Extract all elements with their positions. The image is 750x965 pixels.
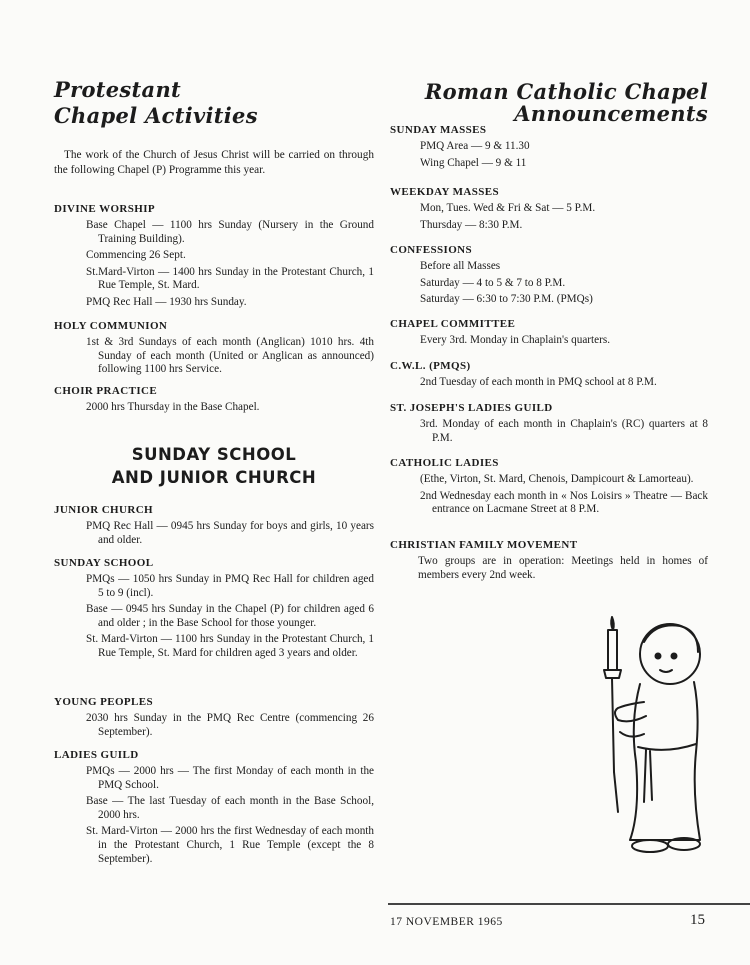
list-item: 3rd. Monday of each month in Chaplain's (RC) quarters at 8 P.M.: [420, 418, 708, 444]
young-peoples-section: [54, 696, 374, 742]
list-item: PMQs — 1050 hrs Sunday in PMQ Rec Hall for children aged 5 to 9 (incl).: [86, 573, 374, 599]
section-heading: SUNDAY SCHOOL: [54, 557, 154, 569]
list-item: Commencing 26 Sept.: [86, 249, 186, 262]
list-item: 2nd Tuesday of each month in PMQ school at 8 P.M.: [420, 376, 657, 388]
section-heading: HOLY COMMUNION: [54, 320, 168, 332]
junior-church-section: [54, 504, 374, 550]
weekday-masses-section: [390, 186, 708, 235]
list-item: 1st & 3rd Sundays of each month (Anglican) 1010 hrs. 4th Sunday of each month (United or Anglican as announced) following 1100 hrs Service.: [86, 336, 374, 376]
sunday-school-section: [54, 557, 374, 664]
list-item: St.Mard-Virton — 1400 hrs Sunday in the Protestant Church, 1 Rue Temple, St. Mard.: [86, 265, 374, 292]
chapel-committee-section: [390, 318, 708, 351]
section-heading: CATHOLIC LADIES: [390, 457, 499, 469]
list-item: Thursday — 8:30 P.M.: [420, 218, 523, 231]
list-item: 2030 hrs Sunday in the PMQ Rec Centre (commencing 26 September).: [86, 712, 374, 738]
section-heading: CHOIR PRACTICE: [54, 385, 158, 397]
section-heading: DIVINE WORSHIP: [54, 203, 156, 215]
list-item: Base — 0945 hrs Sunday in the Chapel (P) for children aged 6 and older ; in the Base School for those younger.: [86, 603, 374, 629]
section-heading: LADIES GUILD: [54, 749, 139, 761]
list-item: 2nd Wednesday each month in « Nos Loisirs » Theatre — Back entrance on Lacmane Street at 8 P.M.: [420, 489, 708, 516]
list-item: Every 3rd. Monday in Chaplain's quarters.: [420, 334, 610, 346]
footer-date: 17 NOVEMBER 1965: [390, 916, 503, 928]
list-item: PMQ Area — 9 & 11.30: [420, 140, 530, 152]
list-item: PMQ Rec Hall — 0945 hrs Sunday for boys and girls, 10 years and older.: [86, 520, 374, 546]
section-heading: WEEKDAY MASSES: [390, 186, 500, 198]
list-item: St. Mard-Virton — 2000 hrs the first Wednesday of each month in the Protestant Church, 1 Rue Temple (except the 8 September).: [86, 825, 374, 865]
protestant-title-line1: Protestant: [54, 77, 182, 102]
list-item: Base — The last Tuesday of each month in the Base School, 2000 hrs.: [86, 795, 374, 821]
section-heading: CHAPEL COMMITTEE: [390, 318, 516, 330]
catholic-title-line2: Announcements: [514, 101, 708, 126]
list-item: PMQ Rec Hall — 1930 hrs Sunday.: [86, 295, 247, 308]
holy-communion-section: [54, 320, 374, 380]
list-item: Base Chapel — 1100 hrs Sunday (Nursery in the Ground Training Building).: [86, 219, 374, 245]
list-item: PMQs — 2000 hrs — The first Monday of each month in the PMQ School.: [86, 765, 374, 791]
list-item: Two groups are in operation: Meetings held in homes of members every 2nd week.: [418, 555, 708, 581]
footer-divider: [388, 903, 750, 905]
st-josephs-section: [390, 402, 708, 448]
protestant-intro: The work of the Church of Jesus Christ will be carried on through the following Chapel (P) Programme this year.: [54, 149, 374, 176]
sunday-school-title-line1: SUNDAY SCHOOL: [131, 445, 297, 464]
catholic-ladies-section: [390, 457, 708, 520]
ladies-guild-section: [54, 749, 374, 869]
confessions-section: [390, 244, 708, 310]
section-heading: ST. JOSEPH'S LADIES GUILD: [390, 402, 553, 414]
divine-worship-section: [54, 203, 374, 313]
section-heading: C.W.L. (PMQS): [390, 360, 471, 372]
section-heading: YOUNG PEOPLES: [54, 696, 154, 708]
list-item: Wing Chapel — 9 & 11: [420, 156, 527, 169]
section-heading: SUNDAY MASSES: [390, 124, 487, 136]
choir-practice-section: [54, 385, 374, 418]
protestant-title-line2: Chapel Activities: [54, 103, 258, 128]
sunday-masses-section: [390, 124, 708, 173]
monk-illustration: [600, 612, 710, 862]
sunday-school-title-line2: AND JUNIOR CHURCH: [111, 468, 317, 487]
catholic-title-line1: Roman Catholic Chapel: [424, 79, 708, 104]
cwl-section: [390, 360, 708, 393]
page-number: 15: [690, 912, 705, 928]
christian-family-section: [390, 539, 708, 585]
list-item: (Ethe, Virton, St. Mard, Chenois, Dampicourt & Lamorteau).: [420, 473, 694, 485]
section-heading: CONFESSIONS: [390, 244, 473, 256]
section-heading: JUNIOR CHURCH: [54, 504, 154, 516]
list-item: St. Mard-Virton — 1100 hrs Sunday in the Protestant Church, 1 Rue Temple, St. Mard for children aged 3 years and older.: [86, 633, 374, 659]
list-item: Mon, Tues. Wed & Fri & Sat — 5 P.M.: [420, 202, 596, 214]
list-item: 2000 hrs Thursday in the Base Chapel.: [86, 401, 260, 413]
list-item: Saturday — 4 to 5 & 7 to 8 P.M.: [420, 276, 566, 289]
list-item: Saturday — 6:30 to 7:30 P.M. (PMQs): [420, 293, 593, 306]
section-heading: CHRISTIAN FAMILY MOVEMENT: [390, 539, 578, 551]
list-item: Before all Masses: [420, 260, 501, 272]
